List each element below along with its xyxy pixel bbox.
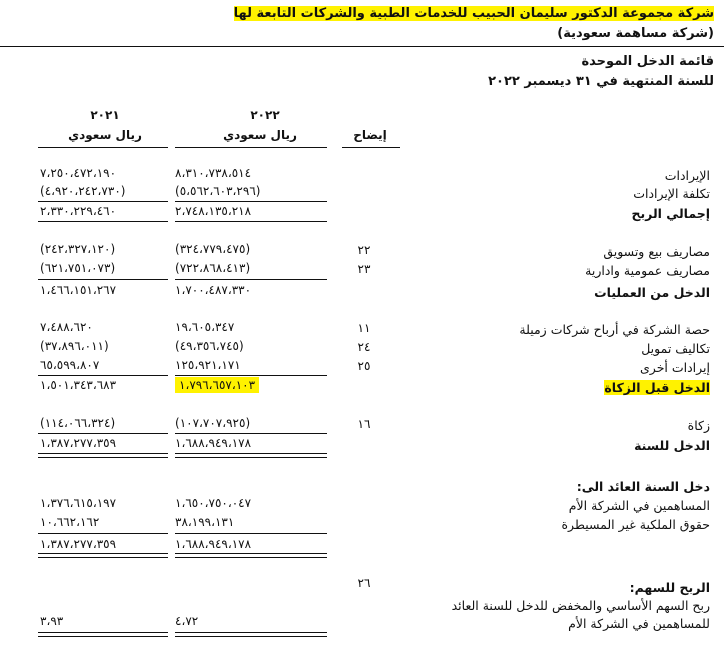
note-header: إيضاح (353, 128, 387, 142)
row-label-gross-profit: إجمالي الربح (631, 206, 710, 221)
row-value-2022-cost-of-revenue: (٥،٥٦٢،٦٠٣،٢٩٦) (175, 184, 261, 198)
row-value-2022-selling-marketing: (٣٢٤،٧٧٩،٤٧٥) (175, 242, 251, 256)
row-value-2022-general-admin: (٧٢٢،٨٦٨،٤١٣) (175, 261, 251, 275)
double-total-rule (38, 632, 168, 637)
total-rule (175, 221, 327, 222)
row-value-2021-operating-income: ١،٤٦٦،١٥١،٢٦٧ (40, 283, 117, 297)
row-value-2021-income-for-year: ١،٣٨٧،٢٧٧،٣٥٩ (40, 436, 117, 450)
row-value-2021-parent-shareholders: ١،٣٧٦،٦١٥،١٩٧ (40, 496, 117, 510)
row-label-revenue: الإيرادات (664, 168, 710, 183)
row-value-2022-zakat: (١٠٧،٧٠٧،٩٢٥) (175, 416, 251, 430)
subtotal-rule (38, 433, 168, 434)
subtotal-rule (175, 533, 327, 534)
row-label-cost-of-revenue: تكلفة الإيرادات (633, 186, 710, 201)
row-value-2022-parent-shareholders: ١،٦٥٠،٧٥٠،٠٤٧ (175, 496, 252, 510)
row-value-2021-finance-costs: (٣٧،٨٩٦،٠١١) (40, 339, 109, 353)
row-value-2021-gross-profit: ٢،٣٣٠،٢٢٩،٤٦٠ (40, 204, 117, 218)
row-label-other-income: إيرادات أخرى (640, 360, 710, 375)
row-label-income-before-zakat: الدخل قبل الزكاة (604, 380, 710, 395)
row-value-2021-cost-of-revenue: (٤،٩٢٠،٢٤٢،٧٣٠) (40, 184, 126, 198)
subtotal-rule (175, 201, 327, 202)
row-value-2022-operating-income: ١،٧٠٠،٤٨٧،٣٣٠ (175, 283, 252, 297)
total-rule (38, 221, 168, 222)
row-value-2022-other-income: ١٢٥،٩٢١،١٧١ (175, 358, 241, 372)
row-label-eps-parent: للمساهمين في الشركة الأم (568, 616, 710, 631)
col-2021-header-rule (38, 147, 168, 148)
subtotal-rule (175, 279, 327, 280)
subtotal-rule (175, 433, 327, 434)
row-value-2022-eps: ٤،٧٢ (175, 614, 199, 628)
company-name: شركة مجموعة الدكتور سليمان الحبيب للخدمات الطبية والشركات التابعة لها (233, 6, 714, 21)
row-value-2021-selling-marketing: (٢٤٢،٣٢٧،١٢٠) (40, 242, 116, 256)
col-2022-header-rule (175, 147, 327, 148)
row-label-operating-income: الدخل من العمليات (594, 285, 710, 300)
year-2021-header: ٢٠٢١ (90, 108, 120, 122)
row-label-eps-heading: الربح للسهم: (629, 580, 710, 595)
year-2022-header: ٢٠٢٢ (250, 108, 280, 122)
row-value-2021-attributable-total: ١،٣٨٧،٢٧٧،٣٥٩ (40, 537, 117, 551)
row-label-general-admin: مصاريف عمومية وادارية (585, 263, 710, 278)
subtotal-rule (38, 201, 168, 202)
row-label-zakat: زكاة (687, 418, 710, 433)
statement-period: للسنة المنتهية في ٣١ ديسمبر ٢٠٢٢ (488, 74, 714, 89)
subtotal-rule (38, 279, 168, 280)
row-value-2022-revenue: ٨،٣١٠،٧٣٨،٥١٤ (175, 166, 252, 180)
row-value-2021-eps: ٣،٩٣ (40, 614, 64, 628)
row-value-2022-income-before-zakat: ١،٧٩٦،٦٥٧،١٠٣ (175, 378, 325, 392)
currency-2022-header: ريال سعودي (223, 128, 297, 142)
row-note-zakat: ١٦ (357, 417, 371, 431)
row-note-associates-share: ١١ (357, 321, 371, 335)
header-divider (0, 46, 724, 47)
row-note-other-income: ٢٥ (357, 359, 371, 373)
double-total-rule (175, 632, 327, 637)
row-note-general-admin: ٢٣ (357, 262, 371, 276)
company-type: (شركة مساهمة سعودية) (557, 26, 714, 41)
row-label-parent-shareholders: المساهمين في الشركة الأم (568, 498, 710, 513)
double-total-rule (38, 453, 168, 458)
row-label-income-attributable: دخل السنة العائد الى: (576, 479, 710, 494)
row-note-eps: ٢٦ (357, 576, 371, 590)
row-value-2022-finance-costs: (٤٩،٣٥٦،٧٤٥) (175, 339, 244, 353)
row-value-2021-zakat: (١١٤،٠٦٦،٣٢٤) (40, 416, 116, 430)
row-label-eps-desc: ربح السهم الأساسي والمخفض للدخل للسنة العائد (451, 598, 710, 613)
row-label-non-controlling: حقوق الملكية غير المسيطرة (561, 517, 710, 532)
statement-title: قائمة الدخل الموحدة (581, 54, 714, 69)
row-value-2022-associates-share: ١٩،٦٠٥،٣٤٧ (175, 320, 235, 334)
row-value-2021-general-admin: (٦٢١،٧٥١،٠٧٣) (40, 261, 116, 275)
row-value-2021-revenue: ٧،٢٥٠،٤٧٢،١٩٠ (40, 166, 117, 180)
subtotal-rule (38, 375, 168, 376)
row-value-2022-gross-profit: ٢،٧٤٨،١٣٥،٢١٨ (175, 204, 252, 218)
subtotal-rule (175, 375, 327, 376)
double-total-rule (38, 553, 168, 558)
double-total-rule (175, 453, 327, 458)
row-note-finance-costs: ٢٤ (357, 340, 371, 354)
row-value-2022-non-controlling: ٣٨،١٩٩،١٣١ (175, 515, 235, 529)
row-note-selling-marketing: ٢٢ (357, 243, 371, 257)
subtotal-rule (38, 533, 168, 534)
row-value-2022-income-for-year: ١،٦٨٨،٩٤٩،١٧٨ (175, 436, 252, 450)
row-value-2021-other-income: ٦٥،٥٩٩،٨٠٧ (40, 358, 100, 372)
row-label-associates-share: حصة الشركة في أرباح شركات زميلة (519, 322, 710, 337)
row-label-finance-costs: تكاليف تمويل (641, 341, 710, 356)
row-value-2021-associates-share: ٧،٤٨٨،٦٢٠ (40, 320, 93, 334)
note-header-rule (342, 147, 400, 148)
currency-2021-header: ريال سعودي (68, 128, 142, 142)
double-total-rule (175, 553, 327, 558)
row-label-income-for-year: الدخل للسنة (634, 438, 710, 453)
row-label-selling-marketing: مصاريف بيع وتسويق (603, 244, 710, 259)
row-value-2021-non-controlling: ١٠،٦٦٢،١٦٢ (40, 515, 100, 529)
row-value-2021-income-before-zakat: ١،٥٠١،٣٤٣،٦٨٣ (40, 378, 117, 392)
row-value-2022-attributable-total: ١،٦٨٨،٩٤٩،١٧٨ (175, 537, 252, 551)
